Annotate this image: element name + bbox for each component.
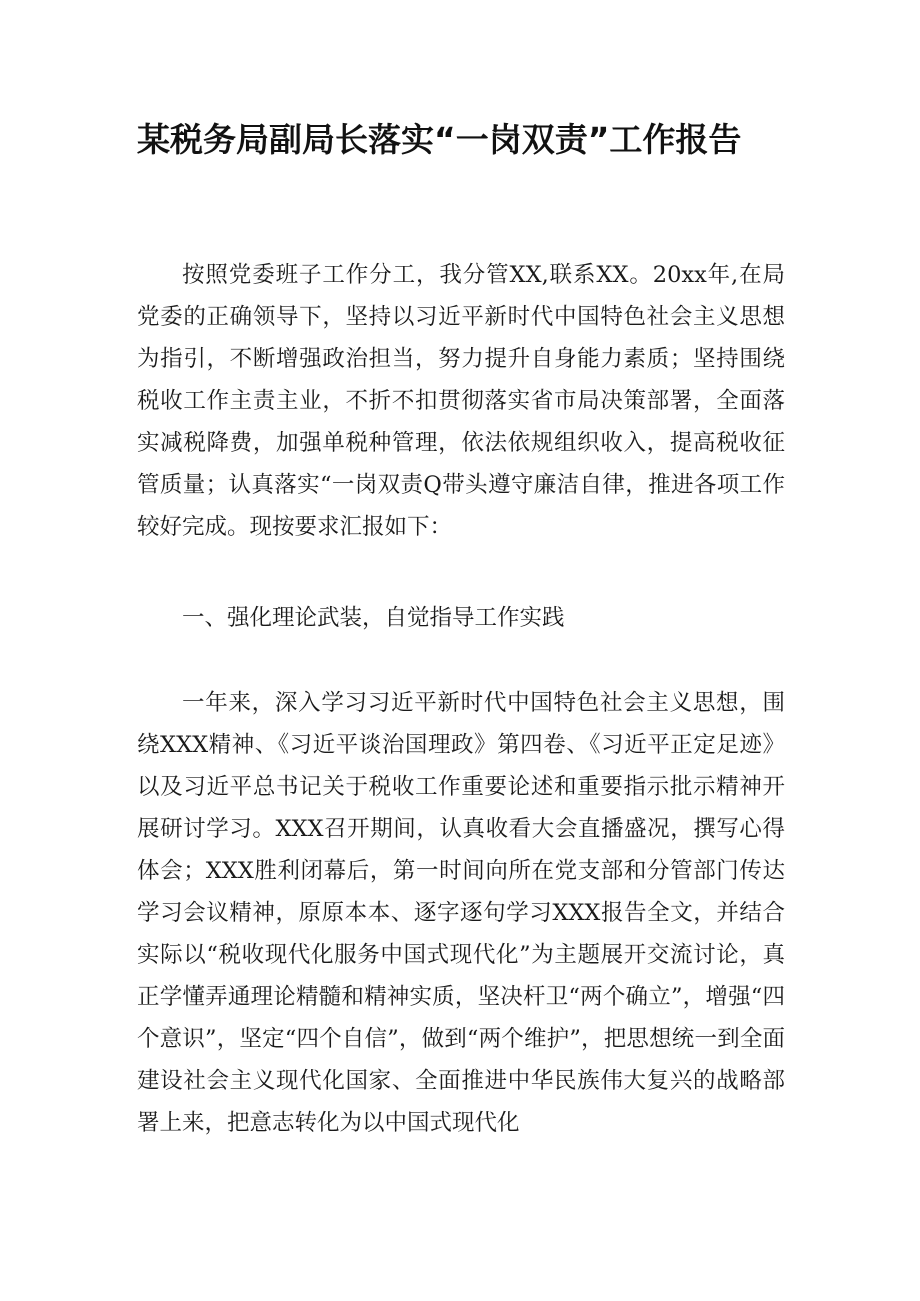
document-title: 某税务局副局长落实“一岗双责”工作报告 <box>137 120 742 159</box>
intro-paragraph: 按照党委班子工作分工，我分管XX,联系XX。20xx年,在局党委的正确领导下，坚持以习近平新时代中国特色社会主义思想为指引，不断增强政治担当，努力提升自身能力素质；坚持围绕税收工作主责主业，不折不扣贯彻落实省市局决策部署，全面落实减税降费，加强单税种管理，依法依规组织收入，提高税收征管质量；认真落实“一岗双责Q带头遵守廉洁自律，推进各项工作较好完成。现按要求汇报如下： <box>137 262 785 540</box>
section-1-body-paragraph: 一年来，深入学习习近平新时代中国特色社会主义思想，围绕XXX精神、《习近平谈治国理政》第四卷、《习近平正定足迹》以及习近平总书记关于税收工作重要论述和重要指示批示精神开展研讨学习。XXX召开期间，认真收看大会直播盛况，撰写心得体会；XXX胜利闭幕后，第一时间向所在党支部和分管部门传达学习会议精神，原原本本、逐字逐句学习XXX报告全文，并结合实际以“税收现代化服务中国式现代化”为主题展开交流讨论，真正学懂弄通理论精髓和精神实质，坚决杆卫“两个确立”，增强“四个意识”，坚定“四个自信”，做到“两个维护”，把思想统一到全面建设社会主义现代化国家、全面推进中华民族伟大复兴的战略部署上来，把意志转化为以中国式现代化 <box>137 690 785 1136</box>
section-heading-1: 一、强化理论武装，自觉指导工作实践 <box>182 605 565 631</box>
